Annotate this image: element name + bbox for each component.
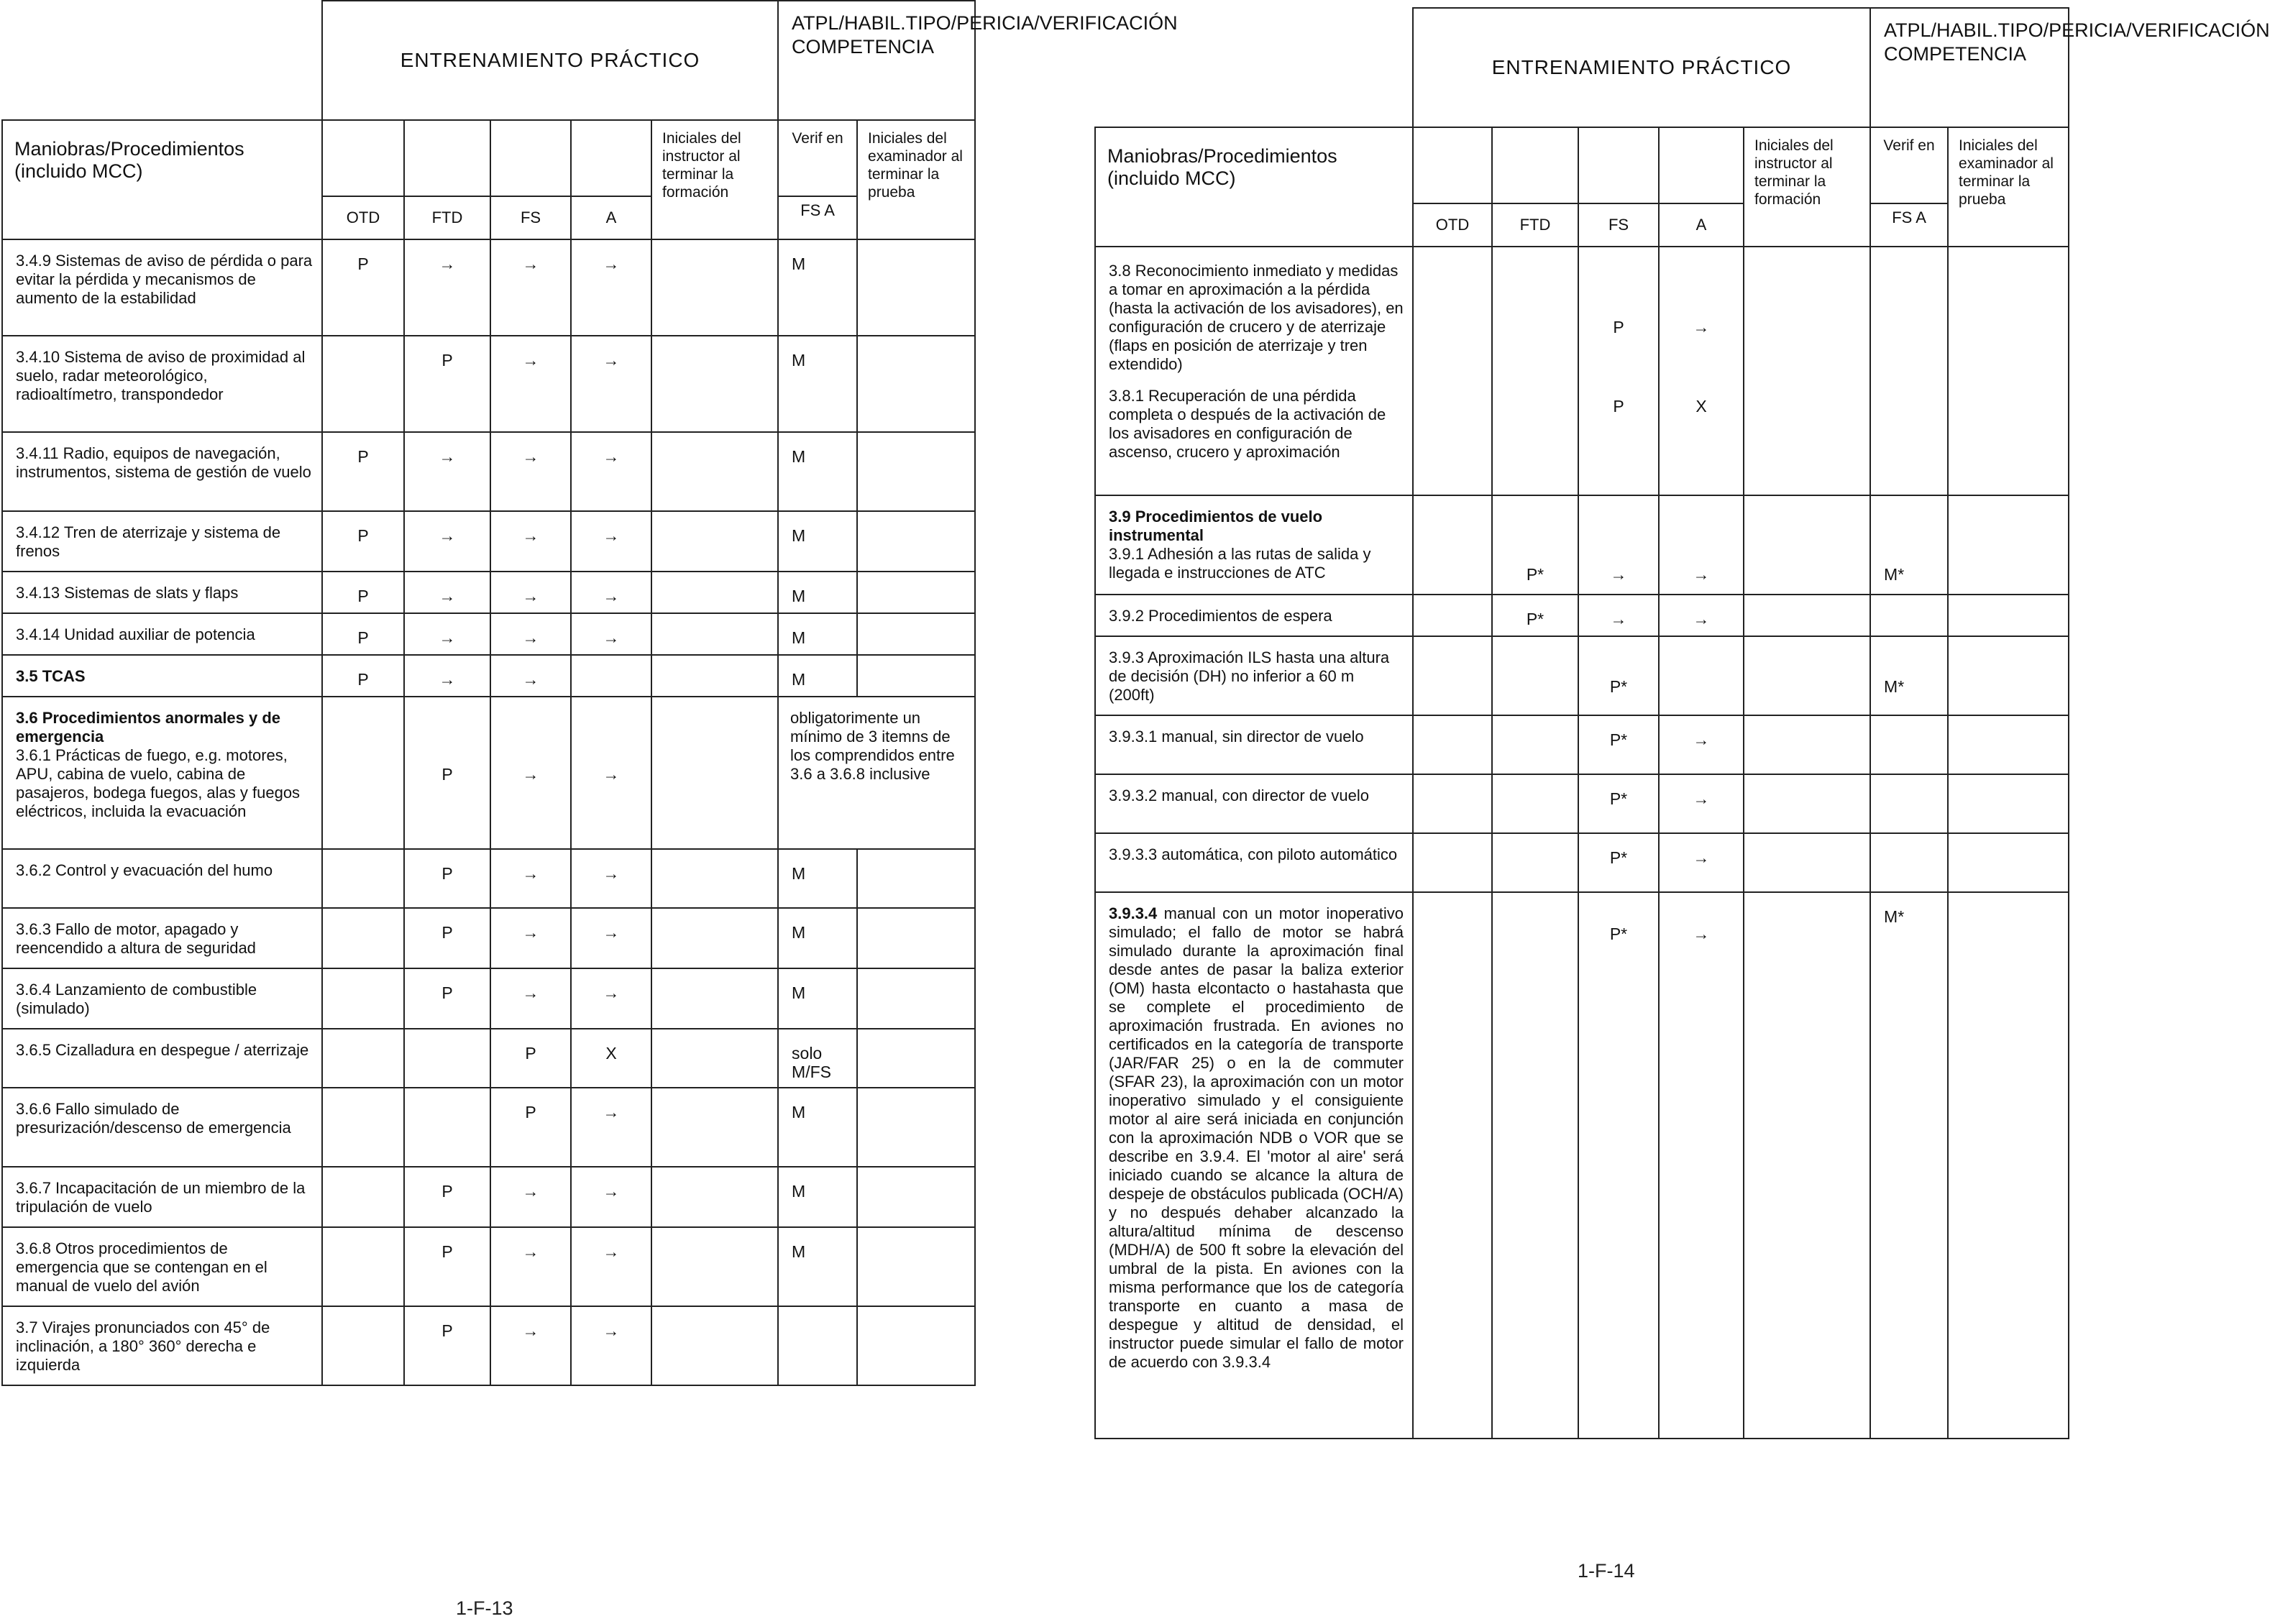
table-row: 3.6.6 Fallo simulado de presurización/descenso de emergencia P → M xyxy=(2,1088,975,1167)
left-page xyxy=(1,0,1178,1386)
col-a: A xyxy=(571,196,651,239)
page-number-left: 1-F-13 xyxy=(456,1597,513,1619)
table-row: 3.9 Procedimientos de vuelo instrumental 3.9.1 Adhesión a las rutas de salida y llegada e instrucciones de ATC P* → → M* xyxy=(1095,495,2069,595)
col-ftd: FTD xyxy=(1492,203,1578,247)
table-row: 3.9.3.1 manual, sin director de vuelo P* → xyxy=(1095,715,2069,774)
verif-fs-header: FS A xyxy=(778,196,857,239)
maniobras-header: Maniobras/Procedimientos (incluido MCC) xyxy=(1095,127,1413,247)
group-title: ENTRENAMIENTO PRÁCTICO xyxy=(322,1,778,120)
examinador-header: Iniciales del examinador al terminar la prueba xyxy=(857,120,975,239)
table-row: 3.6 Procedimientos anormales y de emergencia 3.6.1 Prácticas de fuego, e.g. motores, APU, cabina de vuelo, cabina de pasajeros, bodega fuegos, alas y fuegos eléctricos, incluida la evacuación P → → obligatorimente un mínimo de 3 itemns de los comprendidos entre 3.6 a 3.6.8 inclusive xyxy=(2,697,975,849)
table-row: 3.4.11 Radio, equipos de navegación, instrumentos, sistema de gestión de vuelo P → → → M xyxy=(2,432,975,511)
table-row: 3.9.3 Aproximación ILS hasta una altura de decisión (DH) no inferior a 60 m (200ft) P* M* xyxy=(1095,636,2069,715)
instructor-header: Iniciales del instructor al terminar la formación xyxy=(651,120,778,239)
instructor-header: Iniciales del instructor al terminar la formación xyxy=(1744,127,1870,247)
note-cell: obligatorimente un mínimo de 3 itemns de los comprendidos entre 3.6 a 3.6.8 inclusive xyxy=(778,697,975,849)
atpl-title: ATPL/HABIL.TIPO/PERICIA/VERIFICACIÓN COMPETENCIA xyxy=(1870,8,2069,127)
maniobras-header: Maniobras/Procedimientos (incluido MCC) xyxy=(2,120,322,239)
table-row: 3.6.7 Incapacitación de un miembro de la tripulación de vuelo P → → M xyxy=(2,1167,975,1227)
verif-header: Verif en xyxy=(778,120,857,196)
table-row: 3.4.14 Unidad auxiliar de potencia P → → → M xyxy=(2,613,975,655)
table-row: 3.4.12 Tren de aterrizaje y sistema de frenos P → → → M xyxy=(2,511,975,572)
col-otd: OTD xyxy=(322,196,404,239)
col-fs: FS xyxy=(1578,203,1659,247)
table-row: 3.9.3.4 manual con un motor inoperativo simulado; el fallo de motor se habrá simulado durante la aproximación final desde antes de pasar la baliza exterior (OM) hasta elcontacto o hastahasta que se complete el procedimiento de aproximación frustrada. En aviones no certificados en la categoría de transporte (JAR/FAR 25) o en la de commuter (SFAR 23), la aproximación con un motor inoperativo simulado y el consiguiente motor al aire será iniciada en conjunción con la aproximación NDB o VOR que se describe en 3.9.4. El 'motor al aire' será iniciado cuando se alcance la altura de despeje de obstáculos publicada (OCH/A) y no después dehaber alcanzado la altura/altitud mínima de descenso (MDH/A) de 500 ft sobre la elevación del umbral de la pista. En aviones con la misma performance que los de categoría transporte en cuanto a masa de despegue y altitud de densidad, el instructor puede simular el fallo de motor de acuerdo con 3.9.3.4 P* → M* xyxy=(1095,892,2069,1439)
table-row: 3.7 Virajes pronunciados con 45° de inclinación, a 180° 360° derecha e izquierda P → → xyxy=(2,1306,975,1385)
table-row: 3.8 Reconocimiento inmediato y medidas a tomar en aproximación a la pérdida (hasta la activación de los avisadores), en configuración de crucero y de aterrizaje (flaps en posición de aterrizaje y tren extendido) 3.8.1 Recuperación de una pérdida completa o después de la activación de los avisadores en configuración de ascenso, crucero y aproximación P P → X xyxy=(1095,247,2069,495)
right-table xyxy=(1094,7,2270,1439)
table-row: 3.4.13 Sistemas de slats y flaps P → → → M xyxy=(2,572,975,613)
verif-fs-header: FS A xyxy=(1870,203,1948,247)
table-row: 3.9.3.3 automática, con piloto automático P* → xyxy=(1095,833,2069,892)
section-title: 3.6 Procedimientos anormales y de emergencia xyxy=(16,709,281,746)
examinador-header: Iniciales del examinador al terminar la prueba xyxy=(1948,127,2069,247)
left-table xyxy=(1,0,1178,1386)
col-ftd: FTD xyxy=(404,196,490,239)
table-row: 3.6.8 Otros procedimientos de emergencia que se contengan en el manual de vuelo del avión P → → M xyxy=(2,1227,975,1306)
page-number-right: 1-F-14 xyxy=(1578,1560,1635,1582)
col-a: A xyxy=(1659,203,1744,247)
table-row: 3.5 TCAS P → → M xyxy=(2,655,975,697)
table-row: 3.9.3.2 manual, con director de vuelo P* → xyxy=(1095,774,2069,833)
table-row: 3.6.3 Fallo de motor, apagado y reencendido a altura de seguridad P → → M xyxy=(2,908,975,968)
table-row: 3.4.9 Sistemas de aviso de pérdida o para evitar la pérdida y mecanismos de aumento de la estabilidad P → → → M xyxy=(2,239,975,336)
table-row: 3.4.10 Sistema de aviso de proximidad al suelo, radar meteorológico, radioaltímetro, transpondedor P → → M xyxy=(2,336,975,432)
col-fs: FS xyxy=(490,196,571,239)
atpl-title: ATPL/HABIL.TIPO/PERICIA/VERIFICACIÓN COMPETENCIA xyxy=(778,1,975,120)
section-title: 3.9 Procedimientos de vuelo instrumental xyxy=(1109,508,1323,544)
table-row: 3.6.2 Control y evacuación del humo P → → M xyxy=(2,849,975,908)
table-row: 3.6.4 Lanzamiento de combustible (simulado) P → → M xyxy=(2,968,975,1029)
right-page xyxy=(1094,7,2270,1439)
col-otd: OTD xyxy=(1413,203,1492,247)
verif-header: Verif en xyxy=(1870,127,1948,203)
table-row: 3.6.5 Cizalladura en despegue / aterrizaje P X solo M/FS xyxy=(2,1029,975,1088)
table-row: 3.9.2 Procedimientos de espera P* → → xyxy=(1095,595,2069,636)
group-title: ENTRENAMIENTO PRÁCTICO xyxy=(1413,8,1870,127)
